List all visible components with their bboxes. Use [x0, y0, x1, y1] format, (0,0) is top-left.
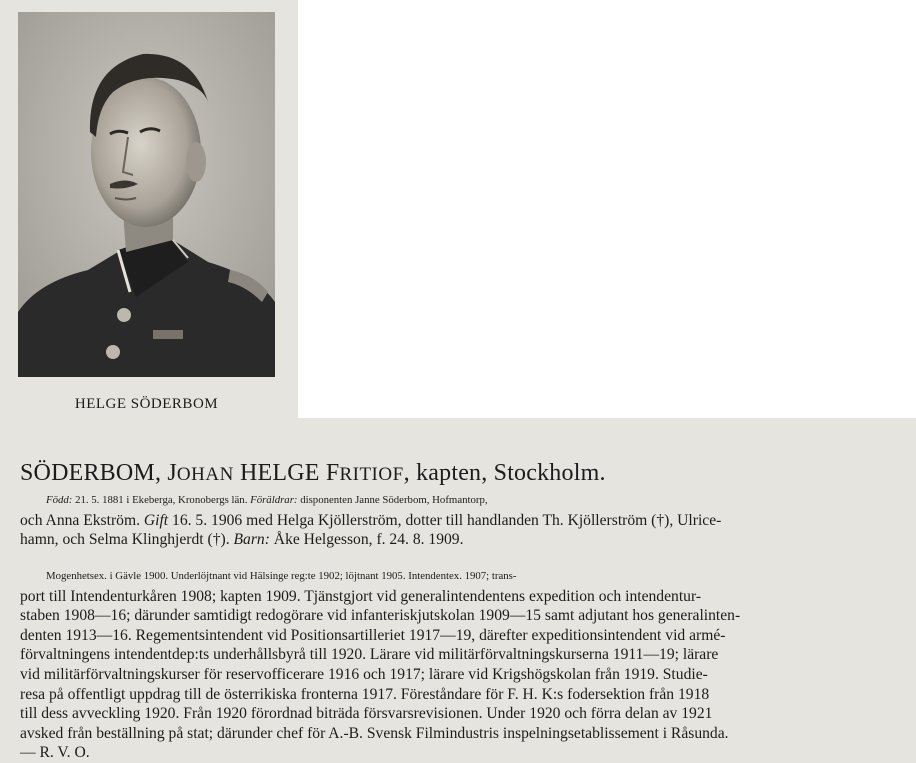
career-line: — R. V. O. — [20, 744, 90, 762]
last-given-initial: F — [325, 460, 340, 486]
career-line: Mogenhetsex. i Gävle 1900. Underlöjtnant vid Hälsinge reg:te 1902; löjtnant 1905. Intendentex. 1907; trans- — [46, 570, 517, 582]
born-label: Född: — [46, 494, 73, 506]
children-text: Åke Helgesson, f. 24. 8. 1909. — [269, 531, 464, 549]
main-given-name: HELGE — [240, 460, 320, 486]
married-label: Gift — [143, 511, 169, 529]
children-label: Barn: — [233, 531, 270, 549]
photo-caption: HELGE SÖDERBOM — [74, 396, 219, 412]
career-paragraph — [20, 567, 898, 763]
career-line: denten 1913—16. Regementsintendent vid Positionsartilleriet 1917—19, därefter expeditionsintendent vid armé- — [20, 626, 726, 644]
last-given-smallcaps: RITIOF — [339, 464, 404, 485]
parents-text: disponenten Janne Söderbom, Hofmantorp, — [297, 494, 488, 506]
career-line: staben 1908—16; därunder samtidigt redogörare vid infanteriskjutskolan 1909—15 samt adjutant hos generalinten- — [20, 607, 741, 625]
career-line: resa på offentligt uppdrag till de österrikiska fronterna 1917. Föreståndare för F. H. K:s fodersektion från 1918 — [20, 685, 710, 703]
first-given-smallcaps: OHAN — [176, 464, 234, 485]
portrait-photo — [18, 12, 275, 377]
married-text: 16. 5. 1906 med Helga Kjöllerström, dotter till handlanden Th. Kjöllerström (†), Ulrice- — [168, 511, 722, 529]
career-line: vid militärförvaltningskurser för reservofficerare 1916 och 1917; lärare vid Krigshögskolan från 1919. Studie- — [20, 665, 708, 683]
career-line: förvaltningens intendentdep:ts underhållsbyrå till 1920. Lärare vid militärförvaltningskurserna 1911—19; lärare — [20, 646, 719, 664]
page-background-panel — [298, 0, 916, 418]
title-and-residence: , kapten, Stockholm. — [403, 460, 606, 486]
parents-label: Föräldrar: — [250, 494, 298, 506]
surname: SÖDERBOM, — [20, 460, 162, 486]
family-line — [20, 530, 898, 550]
first-given-initial: J — [167, 460, 177, 486]
career-line: avsked från beställning på stat; därunder chef för A.-B. Svensk Filmindustris inspelningsetablissement i Råsunda. — [20, 724, 729, 742]
portrait-illustration — [18, 12, 275, 377]
career-line: port till Intendenturkåren 1908; kapten 1909. Tjänstgjort vid generalintendentens expedition och intendentur- — [20, 587, 702, 605]
mother-text: och Anna Ekström. — [20, 511, 144, 529]
family-line — [20, 511, 898, 531]
family-line — [20, 491, 898, 511]
family-paragraph — [20, 491, 898, 550]
career-line: till dess avveckling 1920. Från 1920 förordnad biträda försvarsrevisionen. Under 1920 och förra delan av 1921 — [20, 705, 713, 723]
born-text: 21. 5. 1881 i Ekeberga, Kronobergs län. — [72, 494, 251, 506]
entry-heading — [20, 460, 606, 487]
mother-in-law-text: hamn, och Selma Klinghjerdt (†). — [20, 531, 234, 549]
